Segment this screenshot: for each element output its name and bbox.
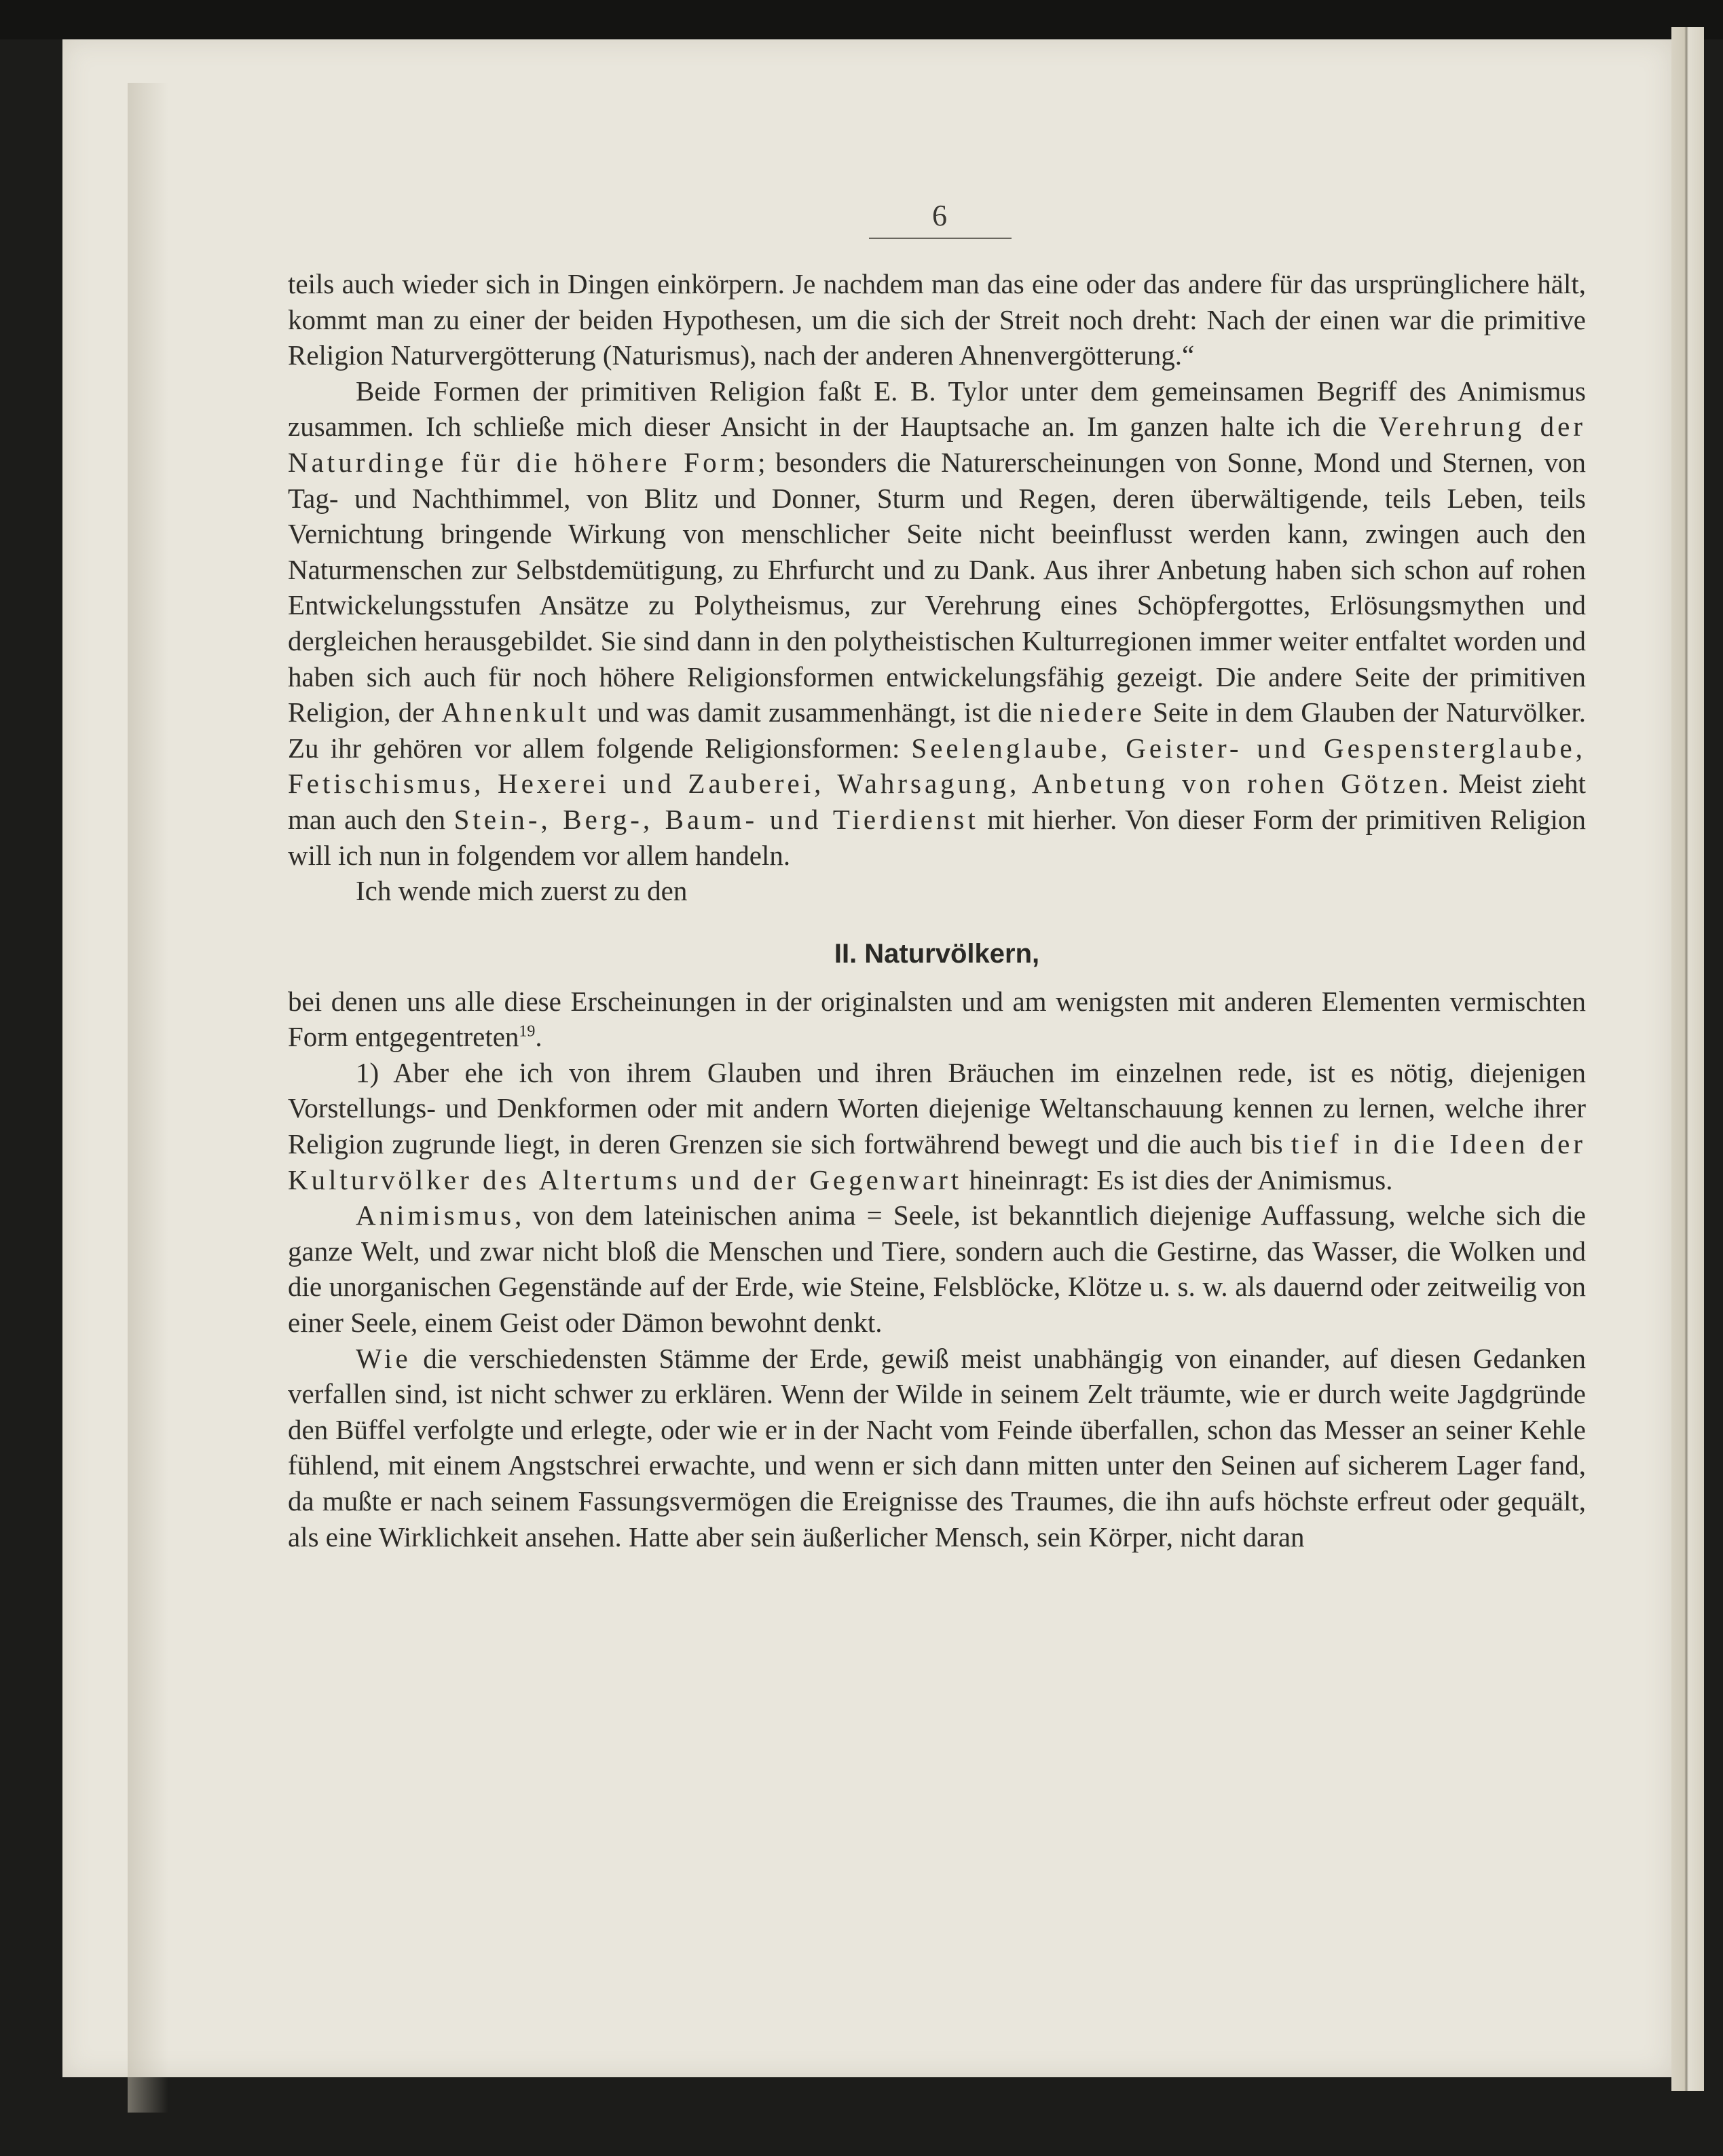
paragraph-p3	[288, 873, 1586, 909]
spaced-emphasis: Ahnenkult	[441, 696, 590, 728]
text-run: ; besonders die Naturerscheinungen von Sonne, Mond und Sternen, von Tag- und Nachthimmel, von Blitz und Donner, Sturm und Regen, deren überwältigende, teils Leben, teils Vernichtung bringende Wirkung von menschlicher Seite nicht beeinflusst werden kann, zwingen auch den Naturmenschen zur Selbstdemütigung, zu Ehrfurcht und zu Dank. Aus ihrer Anbetung haben sich schon auf rohen Entwickelungsstufen Ansätze zu Polytheismus, zur Verehrung eines Schöpfergottes, Erlösungsmythen und dergleichen herausgebildet. Sie sind dann in den polytheistischen Kulturregionen immer weiter entfaltet worden und haben sich auch für noch höhere Religionsformen entwickelungsfähig gezeigt. Die andere Seite der primitiven Religion, der	[288, 446, 1587, 728]
scan-background	[0, 0, 1723, 39]
text-run: Seite in dem Glauben der Naturvölker. Zu ihr gehören vor allem folgende Religionsformen:	[288, 696, 1586, 764]
paragraph-p4	[288, 984, 1586, 1055]
text-run: die verschiedensten Stämme der Erde, gewiß meist unabhängig von einander, auf diesen Gedanken verfallen sind, ist nicht schwer zu erklären. Wenn der Wilde in seinem Zelt träumte, wie er durch weite Jagdgründe den Büffel verfolgte und erlegte, oder wie er in der Nacht vom Feinde überfallen, schon das Messer an seiner Kehle fühlend, mit einem Angstschrei erwachte, und wenn er sich dann mitten unter den Seinen auf sicherem Lager fand, da mußte er nach seinem Fassungsvermögen die Ereignisse des Traumes, die ihn aufs höchste erfreut oder gequält, als eine Wirklichkeit ansehen. Hatte aber sein äußerlicher Mensch, sein Körper, nicht daran	[288, 1342, 1586, 1553]
spaced-emphasis: niedere	[1039, 696, 1145, 728]
spaced-emphasis: Stein-, Berg-, Baum- und Tierdienst	[453, 803, 979, 835]
text-run: teils auch wieder sich in Dingen einkörpern. Je nachdem man das eine oder das andere für das ursprünglichere hält, kommt man zu einer der beiden Hypothesen, um die sich der Streit noch dreht: Nach der einen war die primitive Religion Naturvergötterung (Naturismus), nach der anderen Ahnenvergötterung.“	[288, 268, 1586, 371]
text-run: hineinragt: Es ist dies der Animismus.	[962, 1164, 1393, 1195]
paragraph-p1	[288, 266, 1586, 373]
page-number: 6	[932, 199, 948, 232]
spaced-emphasis: tief in die Ideen der Kulturvölker des Altertums und der Gegenwart	[288, 1128, 1586, 1195]
page-edge-strip	[1671, 27, 1704, 2091]
spaced-emphasis: Wie	[356, 1342, 411, 1374]
text-run: 1) Aber ehe ich von ihrem Glauben und ihren Bräuchen im einzelnen rede, ist es nötig, diejenigen Vorstellungs- und Denkformen oder mit andern Worten diejenige Weltanschauung kennen zu lernen, welche ihrer Religion zugrunde liegt, in deren Grenzen sie sich fortwährend bewegt und die auch bis	[288, 1056, 1586, 1160]
spaced-emphasis: Verehrung der Naturdinge für die höhere Form	[288, 411, 1586, 478]
paragraphs-before-heading	[288, 266, 1586, 909]
paragraph-p6	[288, 1197, 1586, 1340]
text-run: Ich wende mich zuerst zu den	[356, 875, 688, 907]
page-number-rule	[869, 238, 1012, 239]
body-text	[288, 266, 1586, 1555]
paragraph-p7	[288, 1341, 1586, 1555]
footnote-ref: 19	[519, 1022, 536, 1041]
text-run: Beide Formen der primitiven Religion faßt E. B. Tylor unter dem gemeinsamen Begriff des Animismus zusammen. Ich schließe mich dieser Ansicht in der Hauptsache an. Im ganzen halte ich die	[288, 375, 1586, 443]
text-run: bei denen uns alle diese Erscheinungen in der originalsten und am wenigsten mit anderen Elementen vermischten Form entgegentreten	[288, 985, 1586, 1053]
text-run: und was damit zusammenhängt, ist die	[589, 696, 1040, 728]
paragraph-p5	[288, 1055, 1586, 1197]
paragraphs-after-heading	[288, 984, 1586, 1555]
text-run: . Meist zieht man auch den	[288, 768, 1586, 835]
paragraph-p2	[288, 373, 1586, 873]
spaced-emphasis: Animismus	[356, 1200, 515, 1231]
text-run: , von dem lateinischen anima = Seele, ist bekanntlich diejenige Auffassung, welche sich die ganze Welt, und zwar nicht bloß die Menschen und Tiere, sondern auch die Gestirne, das Wasser, die Wolken und die unorganischen Gegenstände auf der Erde, wie Steine, Felsblöcke, Klötze u. s. w. als dauernd oder zeitweilig von einer Seele, einem Geist oder Dämon bewohnt denkt.	[288, 1200, 1586, 1339]
text-run: .	[535, 1021, 542, 1053]
spaced-emphasis: Seelenglaube, Geister- und Gespensterglaube, Fetischismus, Hexerei und Zauberei, Wahrsagung, Anbetung von rohen Götzen	[288, 732, 1586, 800]
text-run: mit hierher. Von dieser Form der primitiven Religion will ich nun in folgendem vor allem handeln.	[288, 803, 1586, 871]
section-heading: II. Naturvölkern,	[834, 938, 1040, 969]
page-fold-shadow	[128, 83, 168, 2113]
